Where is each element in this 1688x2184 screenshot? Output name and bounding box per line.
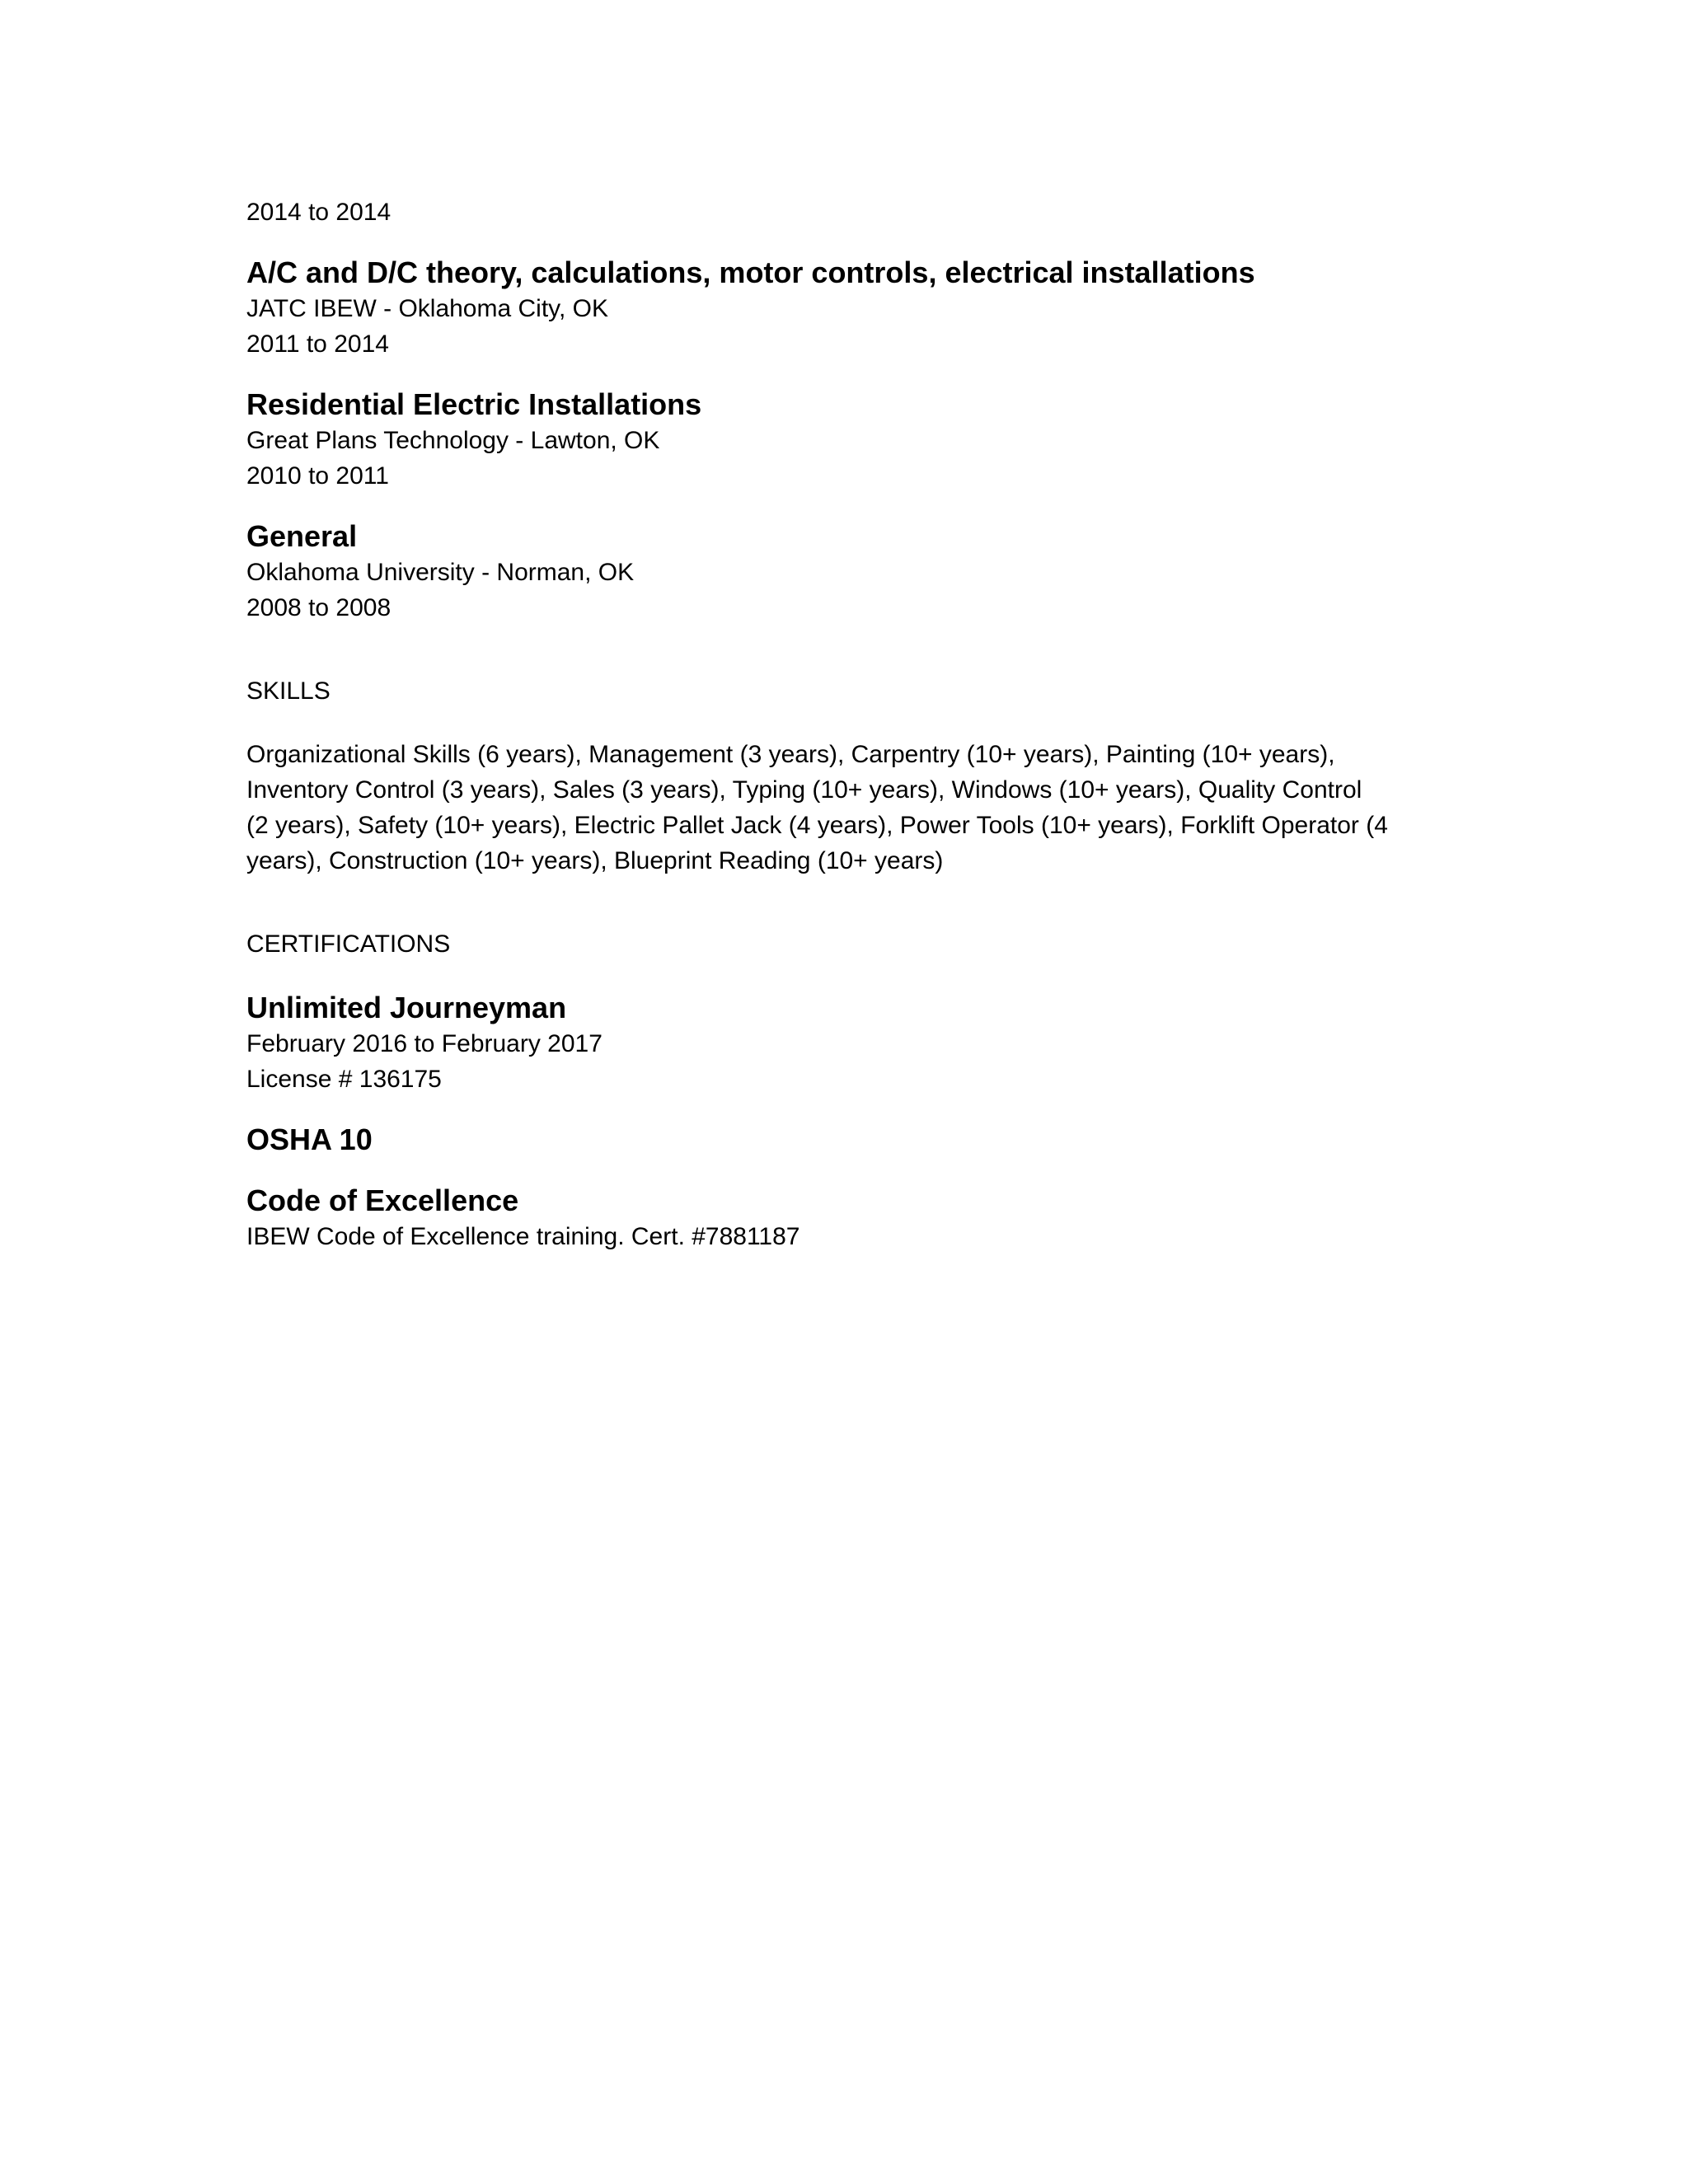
resume-content [246,194,1417,1254]
certifications-section-title: CERTIFICATIONS [246,930,451,958]
certification-detail: License # 136175 [246,1066,442,1093]
education-dates: 2014 to 2014 [246,199,392,226]
skills-section-title: SKILLS [246,677,331,705]
education-title: General [246,519,358,553]
education-title: A/C and D/C theory, calculations, motor controls, electrical installations [246,255,1255,289]
skills-line: Organizational Skills (6 years), Management (3 years), Carpentry (10+ years), Painting (10+ years), [246,741,1335,768]
certification-dates: February 2016 to February 2017 [246,1030,603,1057]
education-school: JATC IBEW - Oklahoma City, OK [246,295,608,322]
education-dates: 2010 to 2011 [246,462,389,490]
skills-line: Inventory Control (3 years), Sales (3 years), Typing (10+ years), Windows (10+ years), Quality Control [246,776,1362,804]
education-dates: 2011 to 2014 [246,330,389,358]
education-school: Great Plans Technology - Lawton, OK [246,427,660,454]
certification-title: Code of Excellence [246,1183,519,1217]
certification-detail: IBEW Code of Excellence training. Cert. #7881187 [246,1223,800,1250]
certification-title: OSHA 10 [246,1122,373,1156]
education-title: Residential Electric Installations [246,387,702,421]
education-school: Oklahoma University - Norman, OK [246,559,635,586]
skills-list [246,737,1417,879]
skills-line: years), Construction (10+ years), Blueprint Reading (10+ years) [246,847,944,874]
skills-line: (2 years), Safety (10+ years), Electric Pallet Jack (4 years), Power Tools (10+ years), Forklift Operator (4 [246,812,1388,839]
certification-title: Unlimited Journeyman [246,991,567,1024]
education-dates: 2008 to 2008 [246,594,392,621]
